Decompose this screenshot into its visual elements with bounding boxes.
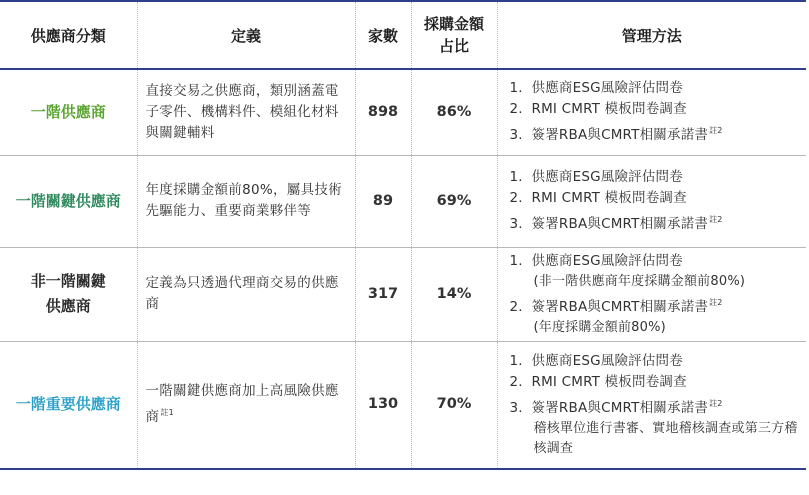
supplier-count: 317 [355,247,411,341]
method-number: 2. [509,373,523,390]
procurement-share: 69% [411,155,497,247]
definition-text: 一階關鍵供應商加上高風險供應商 [145,383,339,426]
definition-text: 年度採購金額前80%，屬具技術先驅能力、重要商業夥伴等 [145,182,343,219]
method-number: 3. [509,127,523,144]
method-list [508,78,801,146]
method-text: 簽署RBA與CMRT相關承諾書 [531,216,709,232]
method-note: 稽核單位進行書審、實地稽核調查或第三方稽核調查 [533,420,798,456]
management-methods [497,69,806,155]
table-row [0,341,806,469]
method-number: 2. [509,298,523,315]
method-number: 2. [509,190,523,206]
procurement-share: 70% [411,341,497,469]
header-category: 供應商分類 [0,1,137,69]
method-note: (非一階供應商年度採購金額前80%) [533,273,746,289]
footnote-marker: 註2 [709,126,723,136]
method-item [508,78,801,99]
supplier-definition [137,69,355,155]
method-note: (年度採購金額前80%) [533,319,666,335]
footnote-marker: 註1 [160,408,175,418]
management-methods [497,155,806,247]
method-text: 供應商ESG風險評估問卷 [531,252,683,269]
method-number: 1. [509,352,523,369]
supplier-count: 898 [355,69,411,155]
method-number: 1. [509,80,523,97]
definition-text: 定義為只透過代理商交易的供應商 [145,275,339,312]
method-text: 簽署RBA與CMRT相關承諾書 [531,298,709,315]
method-list [508,251,801,338]
management-methods [497,247,806,341]
method-text: 供應商ESG風險評估問卷 [531,169,683,185]
method-item [508,167,801,188]
method-number: 2. [509,101,523,118]
method-list [508,167,801,235]
method-text: 供應商ESG風險評估問卷 [531,80,683,97]
method-item [508,120,801,146]
method-text: 簽署RBA與CMRT相關承諾書 [531,399,709,416]
table-row [0,155,806,247]
supplier-count: 130 [355,341,411,469]
method-item [508,209,801,235]
method-item [508,188,801,209]
header-method: 管理方法 [497,1,806,69]
procurement-share: 86% [411,69,497,155]
table-body [0,69,806,469]
supplier-definition [137,155,355,247]
header-definition: 定義 [137,1,355,69]
method-item [508,292,801,338]
header-count: 家數 [355,1,411,69]
supplier-definition [137,341,355,469]
method-item [508,393,801,459]
method-text: RMI CMRT 模板問卷調查 [531,190,687,206]
definition-text: 直接交易之供應商，類別涵蓋電子零件、機構料件、模組化材料與關鍵輔料 [145,82,339,141]
procurement-share: 14% [411,247,497,341]
method-item [508,251,801,292]
method-item [508,99,801,120]
method-item [508,372,801,393]
method-list [508,351,801,459]
method-number: 3. [509,216,523,232]
supplier-category: 一階重要供應商 [0,341,137,469]
method-text: 簽署RBA與CMRT相關承諾書 [531,127,709,144]
supplier-category: 非一階關鍵 供應商 [0,247,137,341]
supplier-definition [137,247,355,341]
management-methods [497,341,806,469]
table-header-row [0,1,806,69]
method-number: 1. [509,252,523,269]
method-number: 1. [509,169,523,185]
footnote-marker: 註2 [709,398,723,408]
supplier-category: 一階關鍵供應商 [0,155,137,247]
supplier-count: 89 [355,155,411,247]
method-text: RMI CMRT 模板問卷調查 [531,101,687,118]
method-number: 3. [509,399,523,416]
supplier-category: 一階供應商 [0,69,137,155]
footnote-marker: 註2 [709,297,723,307]
table-row [0,247,806,341]
header-share: 採購金額 占比 [411,1,497,69]
table-row [0,69,806,155]
method-item [508,351,801,372]
method-text: RMI CMRT 模板問卷調查 [531,373,687,390]
method-text: 供應商ESG風險評估問卷 [531,352,683,369]
footnote-marker: 註2 [709,215,723,224]
